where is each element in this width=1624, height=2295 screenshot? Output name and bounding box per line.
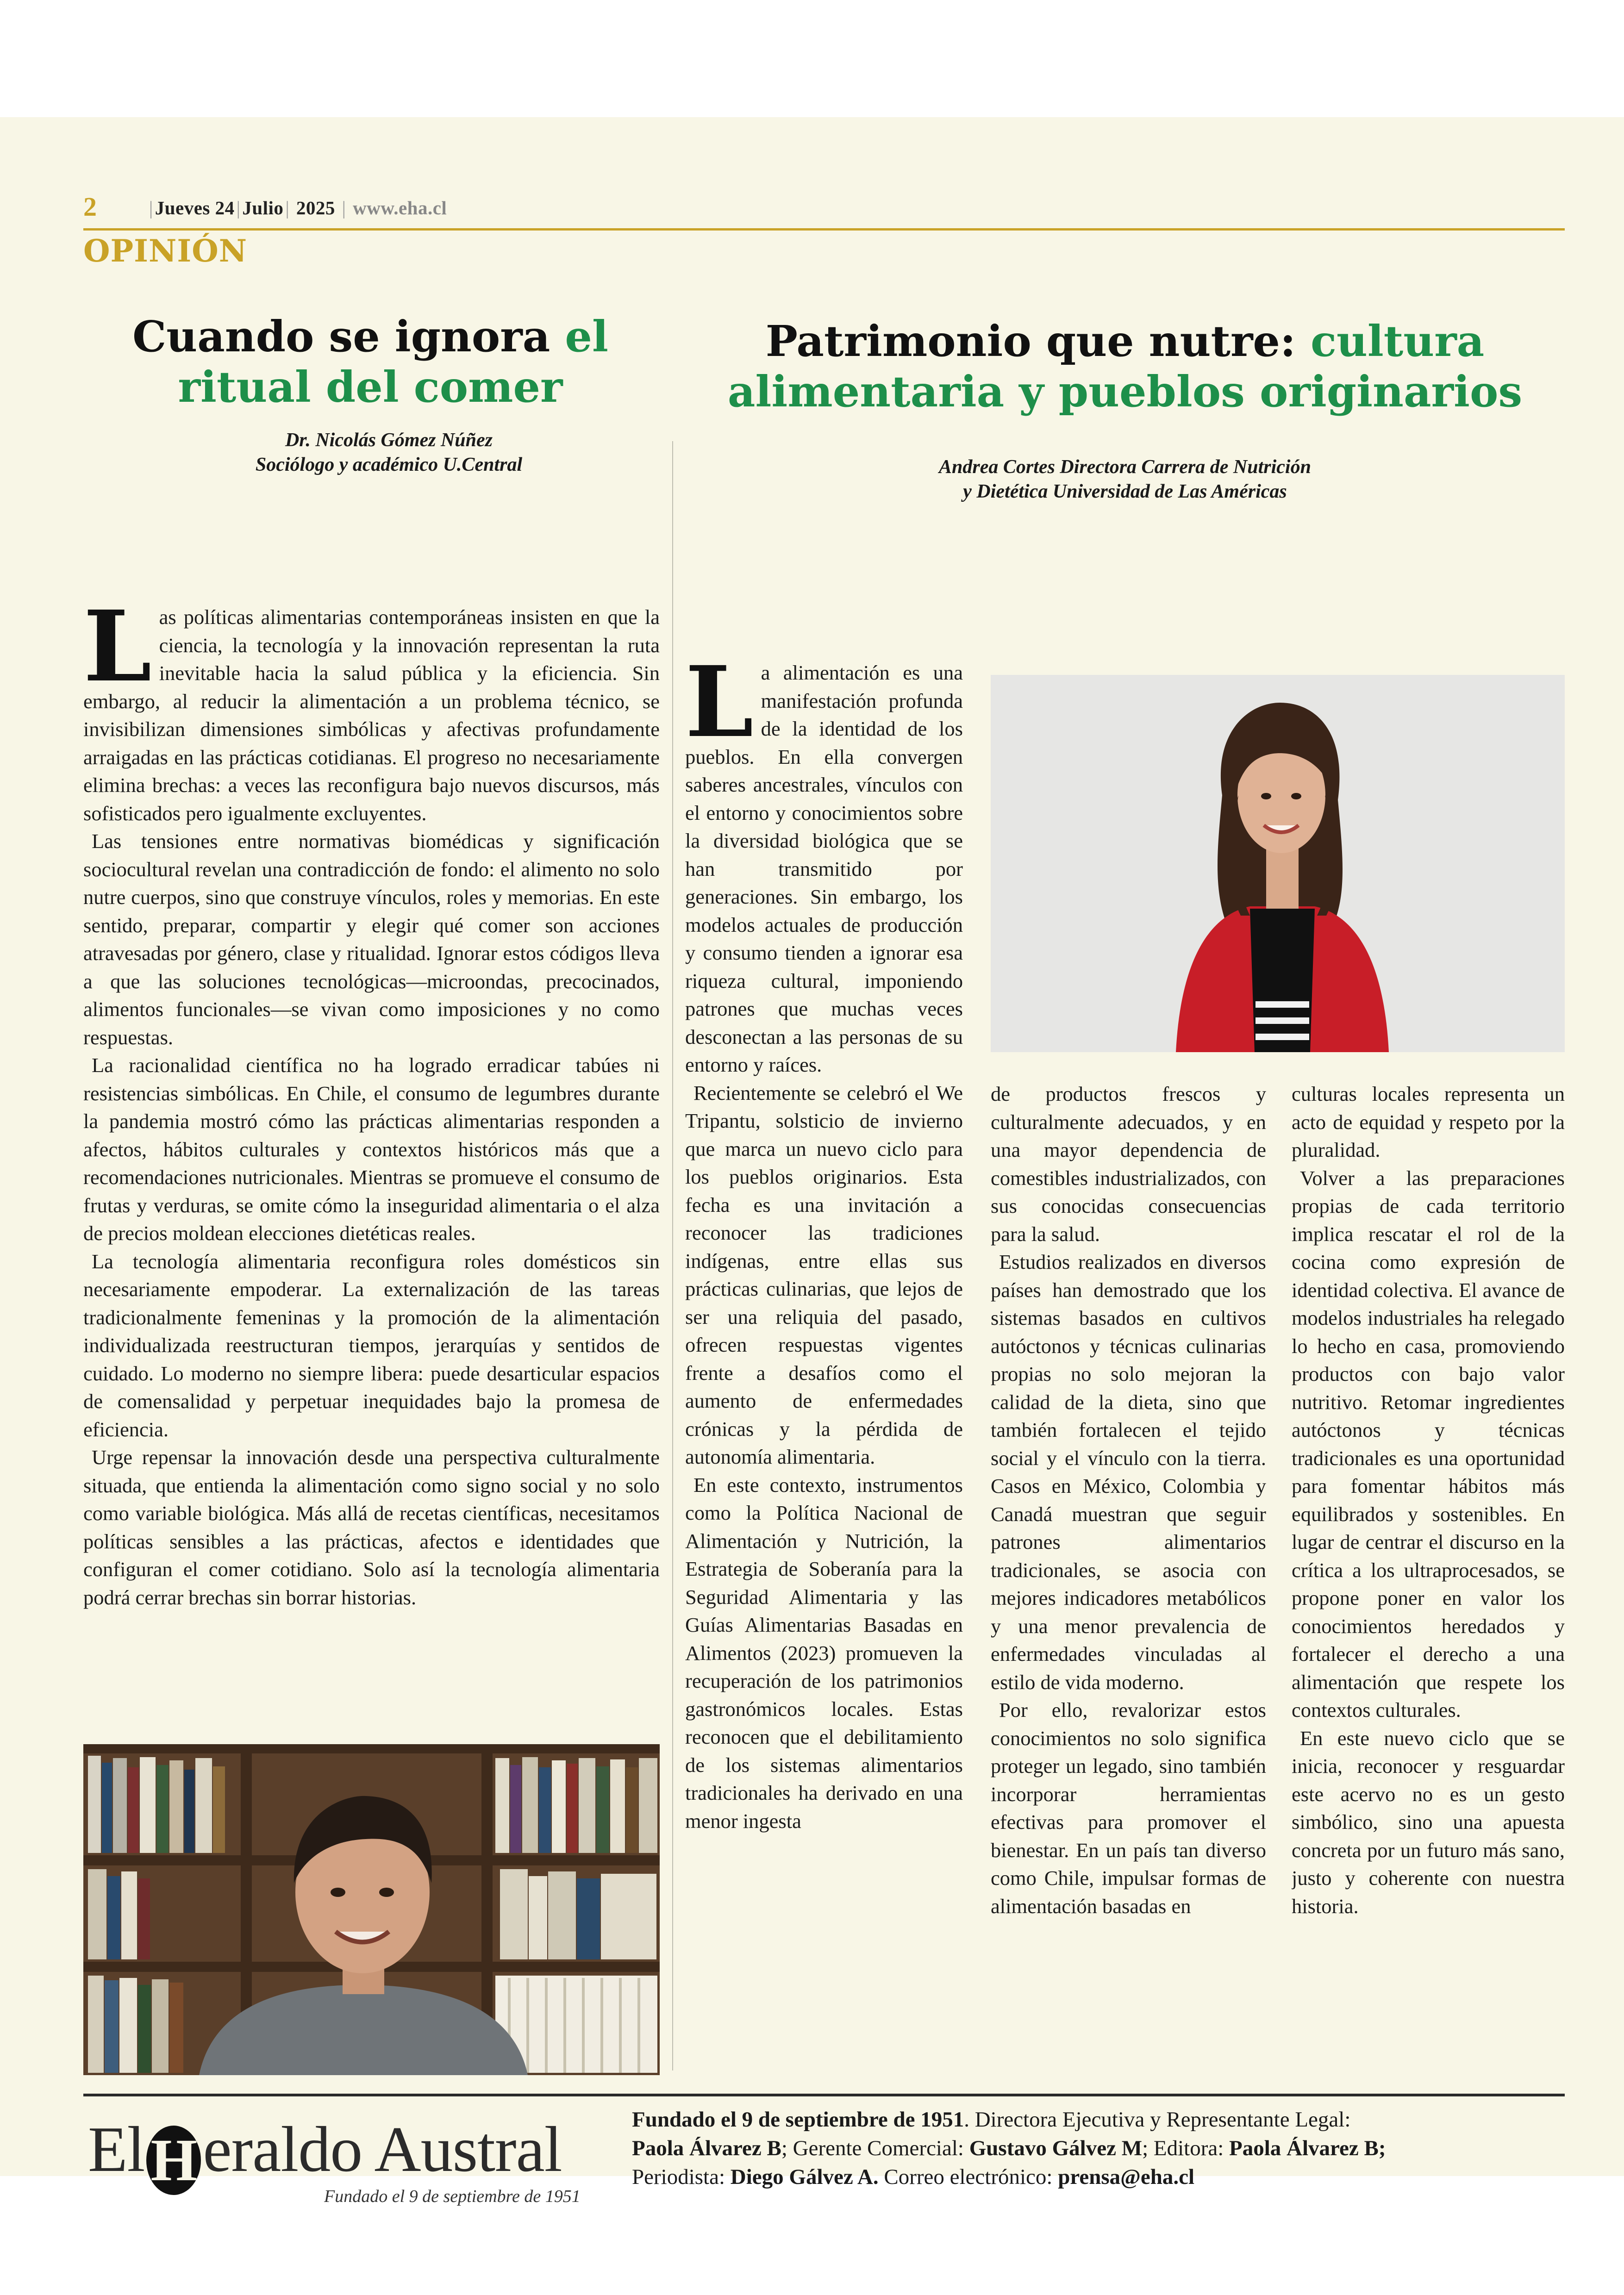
paragraph: La racionalidad científica no ha logrado erradicar tabúes ni resistencias simbólicas. En Chile, el consumo de legumbres durante la pandemia mostró cómo las prácticas alimentarias responden a afectos, hábitos culturales y contextos históricos más que a recomendaciones nutricionales. Mientras se promueve el consumo de frutas y verduras, se omite cómo la inseguridad alimentaria o el alza de precios moldean elecciones dietéticas reales. (83, 1054, 660, 1245)
colophon: Fundado el 9 de septiembre de 1951. Directora Ejecutiva y Representante Legal: Paola Álvarez B; Gerente Comercial: Gustavo Gálvez M; Editora: Paola Álvarez B; Periodista: Diego Gálvez A. Correo electrónico: prensa@eha.cl (632, 2108, 1386, 2189)
header-rule (83, 228, 1565, 231)
logo-tagline: Fundado el 9 de septiembre de 1951 (324, 2187, 581, 2206)
page-number: 2 (83, 192, 97, 222)
article1-byline (134, 428, 643, 477)
dateline: |Jueves 24|Julio| 2025 | www.eha.cl (149, 197, 447, 218)
article2-column-2 (991, 1080, 1266, 2066)
article1-author: Dr. Nicolás Gómez Núñez (285, 430, 493, 451)
paragraph: Recientemente se celebró el We Tripantu, solsticio de invierno que marca un nuevo ciclo para los pueblos originarios. Esta fecha es una invitación a reconocer las tradiciones indígenas, entre ellas sus prácticas culinarias, que lejos de ser una reliquia del pasado, ofrecen respuestas vigentes frente a desafíos como el aumento de enfermedades crónicas y la pérdida de autonomía alimentaria. (685, 1081, 963, 1468)
article1-body: Las políticas alimentarias contemporáneas insisten en que la ciencia, la tecnología y la innovación representan la ruta inevitable hacia la salud pública y la eficiencia. Sin embargo, al reducir la alimentación a un problema técnico, se invisibilizan dimensiones simbólicas y afectivas profundamente arraigadas en las prácticas cotidianas. El progreso no necesariamente elimina brechas: a veces las reconfigura bajo nuevos discursos, más sofisticados pero igualmente excluyentes. Las tensiones entre normativas biomédicas y significación sociocultural revelan una contradicción de fondo: el alimento no solo nutre cuerpos, sino que construye vínculos, roles y memorias. En este sentido, preparar, compartir y elegir qué comer son acciones atravesadas por género, clase y ritualidad. Ignorar estos códigos lleva a que las soluciones tecnológicas—microondas, precocinados, alimentos funcionales—se vivan como imposiciones y no como respuestas. La racionalidad científica no ha logrado erradicar tabúes ni resistencias simbólicas. En Chile, el consumo de legumbres durante la pandemia mostró cómo las prácticas alimentarias responden a afectos, hábitos culturales y contextos históricos más que a recomendaciones nutricionales. Mientras se promueve el consumo de frutas y verduras, se omite cómo la inseguridad alimentaria o el alza de precios moldean elecciones dietéticas reales. La tecnología alimentaria reconfigura roles domésticos sin necesariamente empoderar. La externalización de las tareas tradicionalmente femeninas y la promoción de la alimentación individualizada reestructuran tiempos, jerarquías y sentidos de cuidado. Lo moderno no siempre libera: puede desarticular espacios de comensalidad y perpetuar inequidades bajo la promesa de eficiencia. Urge repensar la innovación desde una perspectiva culturalmente situada, que entienda la alimentación como signo social y no solo como variable biológica. Más allá de recetas científicas, necesitamos políticas sensibles a las prácticas, afectos e identidades que configuran el comer cotidiano. Solo así la tecnología alimentaria podrá cerrar brechas sin borrar historias. (83, 603, 660, 1737)
paragraph: Estudios realizados en diversos países han demostrado que los sistemas basados en cultivos autóctonos y técnicas culinarias propias no solo mejoran la calidad de la dieta, sino que también fortalecen el tejido social y el vínculo con la tierra. Casos en México, Colombia y Canadá muestran que seguir patrones alimentarios tradicionales, se asocia con mejores indicadores metabólicos y una menor prevalencia de enfermedades vinculadas al estilo de vida moderno. (991, 1250, 1266, 1694)
date-year: 2025 (296, 197, 335, 218)
section-title: OPINIÓN (83, 233, 248, 269)
article2-column-1: La alimentación es una manifestación profunda de la identidad de los pueblos. En ella convergen saberes ancestrales, vínculos con el entorno y conocimientos sobre la diversidad biológica que se han transmitido por generaciones. Sin embargo, los modelos actuales de producción y consumo tienden a ignorar esa riqueza cultural, imponiendo patrones que muchas veces desconectan a las personas de su entorno y raíces. Recientemente se celebró el We Tripantu, solsticio de invierno que marca un nuevo ciclo para los pueblos originarios. Esta fecha es una invitación a reconocer las tradiciones indígenas, entre ellas sus prácticas culinarias, que lejos de ser una reliquia del pasado, ofrecen respuestas vigentes frente a desafíos como el aumento de enfermedades crónicas y la pérdida de autonomía alimentaria. En este contexto, instrumentos como la Política Nacional de Alimentación y Nutrición, la Estrategia de Soberanía para la Seguridad Alimentaria y las Guías Alimentarias Basadas en Alimentos (2023) promueven la recuperación de los patrimonios gastronómicos locales. Estas reconocen que el debilitamiento de los sistemas alimentarios tradicionales ha derivado en una menor ingesta (685, 659, 963, 2066)
paragraph: La tecnología alimentaria reconfigura roles domésticos sin necesariamente empoderar. La externalización de las tareas tradicionalmente femeninas y la promoción de la alimentación individualizada reestructuran tiempos, jerarquías y sentidos de cuidado. Lo moderno no siempre libera: puede desarticular espacios de comensalidad y perpetuar inequidades bajo la promesa de eficiencia. (83, 1249, 660, 1441)
author-photo-andrea-cortes (991, 675, 1565, 1052)
paragraph: Volver a las preparaciones propias de cada territorio implica rescatar el rol de la cocina como expresión de identidad colectiva. El avance de modelos industriales ha relegado lo hecho en casa, promoviendo productos con bajo valor nutritivo. Retomar ingredientes autóctonos y técnicas tradicionales es una oportunidad para fomentar hábitos más equilibrados y sostenibles. En lugar de centrar el discurso en la crítica a los ultraprocesados, se propone poner en valor los conocimientos heredados y fortalecer el derecho a una alimentación que respete los contextos culturales. (1292, 1166, 1565, 1721)
article1-headline: Cuando se ignora el ritual del comer (132, 312, 608, 412)
paragraph: En este nuevo ciclo que se inicia, reconocer y resguardar este acervo no es un gesto simbólico, sino una apuesta concreta por un futuro más sano, justo y coherente con nuestra historia. (1292, 1726, 1565, 1918)
newspaper-logo: ElHeraldo Austral (88, 2112, 562, 2195)
paragraph: de productos frescos y culturalmente adecuados, y en una mayor dependencia de comestibles industrializados, con sus conocidas consecuencias para la salud. (991, 1082, 1266, 1246)
drop-cap: L (83, 603, 152, 704)
article2-column-3 (1292, 1080, 1565, 2066)
footer-rule (83, 2094, 1565, 2096)
email-link[interactable]: prensa@eha.cl (1058, 2165, 1195, 2189)
paragraph: En este contexto, instrumentos como la Política Nacional de Alimentación y Nutrición, la Estrategia de Soberanía para la Seguridad Alimentaria y las Guías Alimentarias Basadas en Alimentos (2023) promueven la recuperación de los patrimonios gastronómicos locales. Estas reconocen que el debilitamiento de los sistemas alimentarios tradicionales ha derivado en una menor ingesta (685, 1473, 963, 1833)
article1-author-role: Sociólogo y académico U.Central (255, 454, 523, 475)
column-divider (672, 441, 673, 2070)
website-link[interactable]: www.eha.cl (353, 197, 447, 218)
paragraph: Urge repensar la innovación desde una perspectiva culturalmente situada, que entienda la alimentación como signo social y no solo como variable biológica. Más allá de recetas científicas, necesitamos políticas sensibles a las prácticas, afectos e identidades que configuran el comer cotidiano. Solo así la tecnología alimentaria podrá cerrar brechas sin borrar historias. (83, 1446, 660, 1609)
date-day: Jueves 24 (155, 197, 235, 218)
drop-cap: L (685, 659, 754, 759)
paragraph: culturas locales representa un acto de equidad y respeto por la pluralidad. (1292, 1082, 1565, 1161)
paragraph: Las tensiones entre normativas biomédicas y significación sociocultural revelan una contradicción de fondo: el alimento no solo nutre cuerpos, sino que construye vínculos, roles y memorias. En este sentido, preparar, compartir y elegir qué comer son acciones atravesadas por género, clase y ritualidad. Ignorar estos códigos lleva a que las soluciones tecnológicas—microondas, precocinados, alimentos funcionales—se vivan como imposiciones y no como respuestas. (83, 829, 660, 1049)
paragraph: Por ello, revalorizar estos conocimientos no solo significa proteger un legado, sino también incorporar herramientas efectivas para promover el bienestar. En un país tan diverso como Chile, impulsar formas de alimentación basadas en (991, 1698, 1266, 1918)
date-month: Julio (242, 197, 284, 218)
article2-byline: Andrea Cortes Directora Carrera de Nutrición y Dietética Universidad de Las Américas (939, 456, 1311, 502)
author-photo-nicolas-gomez (83, 1744, 660, 2075)
article2-headline: Patrimonio que nutre: cultura alimentaria y pueblos originarios (727, 316, 1523, 417)
logo-h-mark: H (146, 2126, 201, 2195)
newspaper-page (0, 117, 1624, 2206)
